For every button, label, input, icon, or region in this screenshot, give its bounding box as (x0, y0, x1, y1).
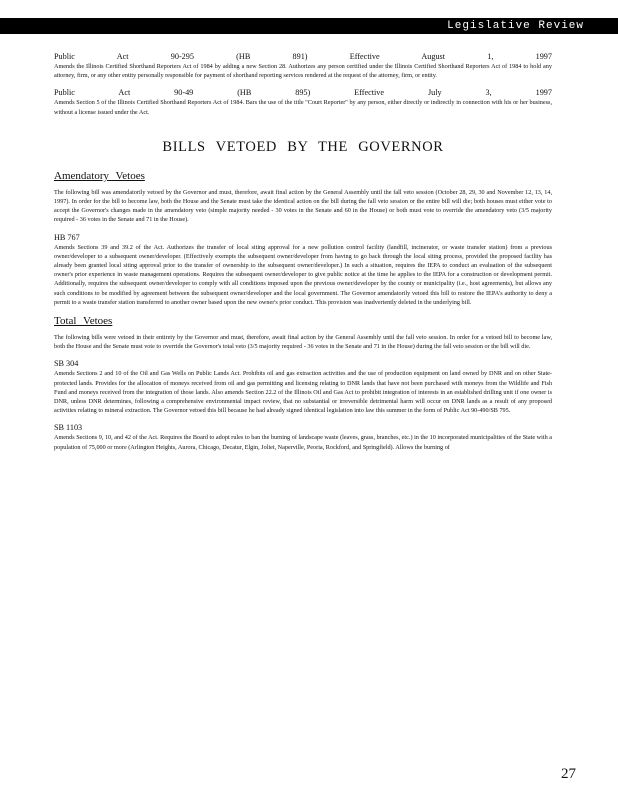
total-vetoes-heading: Total Vetoes (54, 315, 113, 328)
bill-title: SB 304 (54, 359, 79, 369)
bill-entry (54, 423, 552, 451)
page-content (54, 52, 552, 460)
page-number: 27 (561, 766, 576, 782)
public-act-title: Public Act 90-49 (HB 895) Effective July 3, 1997 (54, 88, 552, 98)
bill-entry (54, 359, 552, 415)
public-act-text: Amends Section 5 of the Illinois Certified Shorthand Reporters Act of 1984. Bars the use of the title "Court Reporter" by any person, either directly or indirectly in connection with his or her business, without a license issued under the Act. (54, 99, 552, 116)
amendatory-vetoes-intro (54, 188, 552, 225)
public-act-title: Public Act 90-295 (HB 891) Effective August 1, 1997 (54, 52, 552, 61)
bill-text: Amends Sections 39 and 39.2 of the Act. Authorizes the transfer of local siting approval for a new pollution control facility (landfill, incinerator, or waste transfer station) from a previous owner/developer to a subsequent owner/developer. (Effectively exempts the subsequent owner/developer from having to go back through the local siting process, provided the proposed facility has already been granted local siting approval prior to the transfer of ownership to the subsequent owner/developer.) In such a situation, requires the IEPA to conduct an evaluation of the subsequent owner's prior experience in waste management operations. Requires the subsequent owner/developer to give public notice at the time he applies to the IEPA for a construction or development permit. Additionally, requires the subsequent owner/developer to comply with all conditions imposed upon the previous owner/developer by the county or municipality (i.e., host agreements), but allows any such conditions to be modified by agreement between the subsequent owner/developer and the local government. The Governor amendatorily vetoed this bill to restore the IEPA's authority to deny a permit to a waste transfer station transferred to another owner based upon the new owner's prior conduct. This provision was inadvertently deleted in the underlying bill. (54, 243, 552, 306)
total-vetoes-intro (54, 333, 552, 351)
main-heading: BILLS VETOED BY THE GOVERNOR (162, 138, 444, 155)
amendatory-vetoes-heading: Amendatory Vetoes (54, 169, 145, 182)
header-bar (0, 18, 618, 34)
bill-text: Amends Sections 9, 10, and 42 of the Act. Requires the Board to adopt rules to ban the burning of landscape waste (leaves, grass, branches, etc.) in the 10 incorporated municipalities of the State with a population of 75,000 or more (Arlington Heights, Aurora, Chicago, Decatur, Elgin, Joliet, Naperville, Peoria, Rockford, and Springfield). Allows the burning of (54, 434, 552, 451)
bill-title: SB 1103 (54, 423, 83, 433)
bill-text: Amends Sections 2 and 10 of the Oil and Gas Wells on Public Lands Act. Prohibits oil and gas extraction activities and the use of production equipment on land owned by DNR and on other State-protected lands. Provides for the allocation of moneys received from oil and gas permitting and licensing relating to DNR lands that have not been purchased with moneys from the Wildlife and Fish Fund and moneys received from the integration of those lands. Also amends Section 22.2 of the Illinois Oil and Gas Act to prohibit integration of interests in an established drilling unit if one owner is DNR, unless DNR determines, following a comprehensive environmental impact review, that no substantial or irreversible detrimental harm will occur on DNR lands as a result of any proposed activities relating to mineral extraction. The Governor vetoed this bill because he had already signed identical legislation into law this summer in the form of Public Act 90-490/SB 795. (54, 370, 552, 415)
amendatory-intro-text: The following bill was amendatorily vetoed by the Governor and must, therefore, await final action by the General Assembly until the fall veto session (October 28, 29, 30 and November 12, 13, 14, 1997). In order for the bill to become law, both the House and the Senate must take the identical action on the bill during the fall veto session or the entire bill will die; both houses must either vote to accept the Governor's changes made in the amendatory veto (simple majority needed - 30 votes in the Senate and 60 in the House) or both must vote to override the amendatory veto (3/5 majority required - 36 votes in the Senate and 71 in the House). (54, 188, 552, 224)
public-act-text: Amends the Illinois Certified Shorthand Reporters Act of 1984 by adding a new Section 28. Authorizes any person certified under the Illinois Certified Shorthand Reporters Act of 1984 to hold any attorney, firm, or any other entity personally responsible for payment of shorthand reporting services rendered at the request of the attorney, firm, or entity. (54, 63, 552, 80)
header-title: Legislative Review (447, 20, 584, 32)
total-intro-text: The following bills were vetoed in their entirety by the Governor and must, therefore, await final action by the General Assembly until the fall veto session. In order for a vetoed bill to become law, both the House and the Senate must vote to override the Governor's total veto (3/5 majority required - 36 votes in the Senate and 71 in the House) during the fall veto session or the bill will die. (54, 334, 552, 351)
bill-title: HB 767 (54, 232, 80, 242)
public-act-entry (54, 52, 552, 80)
bill-entry (54, 233, 552, 307)
public-act-entry (54, 88, 552, 116)
